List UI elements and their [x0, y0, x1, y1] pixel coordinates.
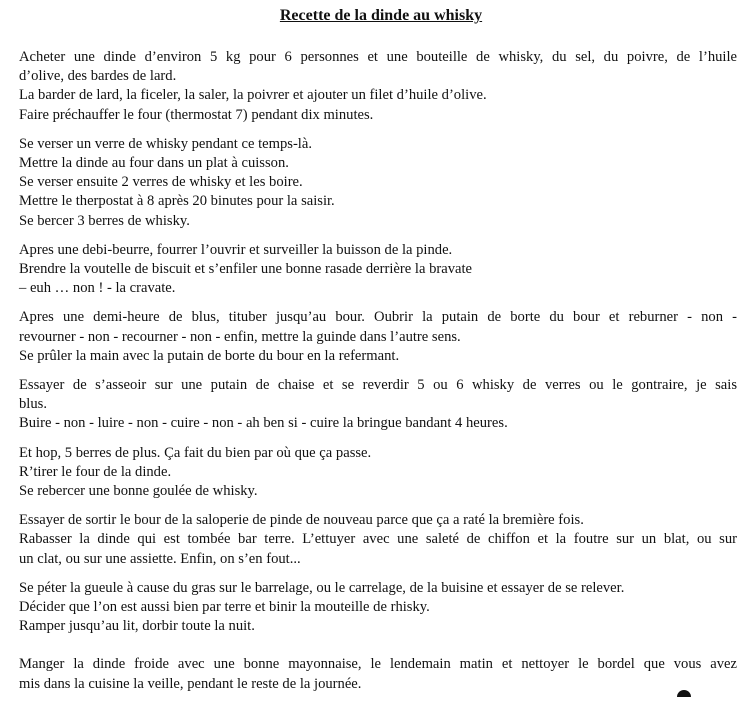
text-line: d’olive, des bardes de lard.	[19, 68, 177, 85]
recipe-paragraph-8	[19, 579, 737, 637]
recipe-paragraph-5	[19, 376, 737, 434]
recipe-paragraph-9	[19, 655, 737, 693]
text-line: Apres une demi-heure de blus, tituber jusqu’au bour. Oubrir la putain de borte du bour et reburner - non -	[19, 309, 737, 326]
recipe-paragraph-3	[19, 241, 737, 299]
text-line: blus.	[19, 396, 47, 413]
text-line: Essayer de sortir le bour de la saloperie de pinde de nouveau parce que ça a raté la bremière fois.	[19, 512, 584, 529]
text-line: Et hop, 5 berres de plus. Ça fait du bien par où que ça passe.	[19, 444, 372, 461]
text-line: Se bercer 3 berres de whisky.	[19, 212, 190, 229]
recipe-paragraph-2	[19, 135, 737, 231]
page-corner-mark	[677, 690, 691, 697]
text-line: – euh … non ! - la cravate.	[19, 280, 176, 297]
text-line: La barder de lard, la ficeler, la saler, la poivrer et ajouter un filet d’huile d’olive.	[19, 87, 487, 104]
text-line: Apres une debi-beurre, fourrer l’ouvrir et surveiller la buisson de la pinde.	[19, 241, 453, 258]
text-line: Ramper jusqu’au lit, dorbir toute la nuit.	[19, 618, 255, 635]
recipe-paragraph-6	[19, 444, 737, 502]
recipe-paragraph-7	[19, 511, 737, 569]
recipe-paragraph-4	[19, 308, 737, 366]
recipe-paragraph-1	[19, 48, 737, 125]
text-line: Acheter une dinde d’environ 5 kg pour 6 personnes et une bouteille de whisky, du sel, du poivre, de l’huile	[19, 49, 737, 65]
text-line: Manger la dinde froide avec une bonne mayonnaise, le lendemain matin et nettoyer le bordel que vous avez	[19, 656, 737, 673]
text-line: Décider que l’on est aussi bien par terre et binir la mouteille de rhisky.	[19, 599, 430, 616]
text-line: Se verser un verre de whisky pendant ce temps-là.	[19, 135, 312, 152]
text-line: Rabasser la dinde qui est tombée bar terre. L’ettuyer avec une saleté de chiffon et la foutre sur un blat, ou sur	[19, 531, 737, 548]
recipe-document	[19, 6, 737, 704]
text-line: Mettre le therpostat à 8 après 20 binutes pour la saisir.	[19, 193, 335, 210]
text-line: Brendre la voutelle de biscuit et s’enfiler une bonne rasade derrière la bravate	[19, 261, 473, 278]
text-line: Se rebercer une bonne goulée de whisky.	[19, 483, 258, 500]
text-line: Mettre la dinde au four dans un plat à cuisson.	[19, 155, 289, 172]
document-title: Recette de la dinde au whisky	[279, 7, 483, 24]
text-line: Se prûler la main avec la putain de borte du bour en la refermant.	[19, 347, 400, 364]
text-line: Buire - non - luire - non - cuire - non - ah ben si - cuire la bringue bandant 4 heures.	[19, 415, 508, 432]
text-line: un clat, ou sur une assiette. Enfin, on s’en fout...	[19, 550, 301, 567]
text-line: revourner - non - recourner - non - enfin, mettre la guinde dans l’autre sens.	[19, 328, 461, 345]
text-line: Essayer de s’asseoir sur une putain de chaise et se reverdir 5 ou 6 whisky de verres ou le gontraire, je sais	[19, 377, 737, 394]
text-line: Faire préchauffer le four (thermostat 7) pendant dix minutes.	[19, 106, 374, 123]
text-line: Se péter la gueule à cause du gras sur le barrelage, ou le carrelage, de la buisine et essayer de se relever.	[19, 579, 625, 596]
text-line: mis dans la cuisine la veille, pendant le reste de la journée.	[19, 675, 362, 692]
text-line: Se verser ensuite 2 verres de whisky et les boire.	[19, 174, 303, 191]
recipe-body	[19, 48, 737, 694]
text-line: R’tirer le four de la dinde.	[19, 463, 172, 480]
